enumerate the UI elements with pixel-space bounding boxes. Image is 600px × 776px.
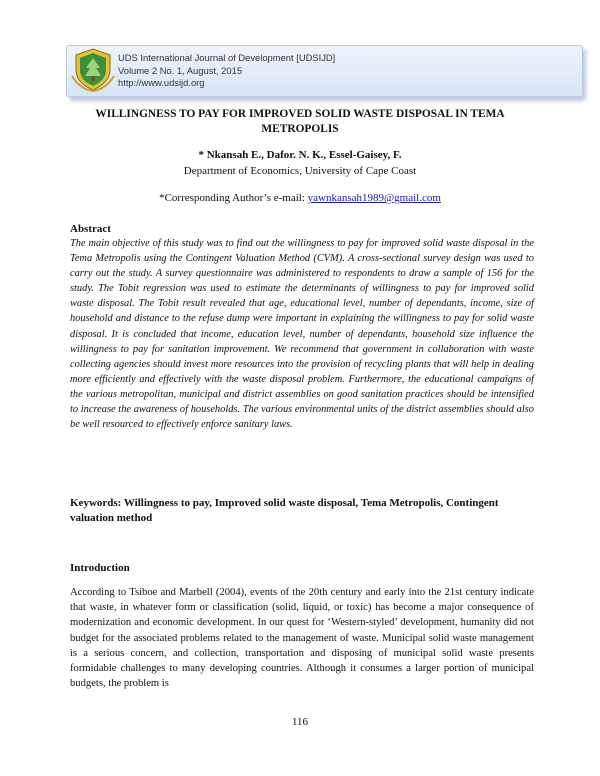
abstract-text: The main objective of this study was to find out the willingness to pay for improved solid waste disposal in the Tema Metropolis using the Contingent Valuation Method (CVM). A cross-sectional survey design was used to carry out the study. A survey questionnaire was administered to respondents to draw a sample of 156 for the study. The Tobit regression was used to estimate the determinants of willingness to pay for improved solid waste disposal. The Tobit result revealed that age, educational level, number of dependants, income, size of household and distance to the refuse dump were important in explaining the willingness to pay for solid waste disposal. It is concluded that income, education level, number of dependants, household size influence the willingness to pay for sanitation improvement. We recommend that government in collaboration with waste collecting agencies should invest more resources into the provision of recycling plants that will help in dealing more efficiently and effectively with the waste disposal problem. Furthermore, the educational campaigns of the various metropolitan, municipal and district assemblies on good sanitation practices should be intensified to increase the awareness of households. The various environmental units of the district assemblies should also be well resourced to effectively enforce sanitary laws. — [70, 238, 534, 431]
email-label: *Corresponding Author’s e-mail: — [159, 192, 305, 204]
journal-header-text — [118, 52, 335, 90]
article-authors: * Nkansah E., Dafor. N. K., Essel-Gaisey, F. — [198, 149, 402, 161]
author-email-link[interactable]: yawnkansah1989@gmail.com — [307, 192, 441, 204]
introduction-heading: Introduction — [70, 562, 130, 574]
journal-volume: Volume 2 No. 1, August, 2015 — [118, 64, 243, 76]
page-number: 116 — [291, 716, 309, 728]
keywords: Keywords: Willingness to pay, Improved solid waste disposal, Tema Metropolis, Contingent valuation method — [70, 497, 499, 524]
introduction-text: According to Tsiboe and Marbell (2004), events of the 20th century and early into the 21st century indicate that waste, in whatever form or classification (solid, liquid, or toxic) has become a major consequence of modernization and economic development. In our quest for ‘Western-styled’ development, humanity did not budget for the associated problems related to the management of waste. Municipal solid waste management is a serious concern, and collection, transportation and disposing of municipal solid waste presents formidable challenges to many developing countries. Although it consumes a larger portion of municipal budgets, the problem is — [70, 587, 534, 690]
article-title: WILLINGNESS TO PAY FOR IMPROVED SOLID WASTE DISPOSAL IN TEMA METROPOLIS — [95, 108, 505, 135]
journal-name: UDS International Journal of Development [UDSIJD] — [118, 52, 336, 63]
author-affiliation: Department of Economics, University of Cape Coast — [183, 165, 417, 177]
journal-url[interactable]: http://www.udsijd.org — [118, 77, 205, 89]
corresponding-author-line — [0, 192, 600, 204]
university-crest-icon — [70, 46, 116, 92]
abstract-heading: Abstract — [70, 223, 111, 235]
